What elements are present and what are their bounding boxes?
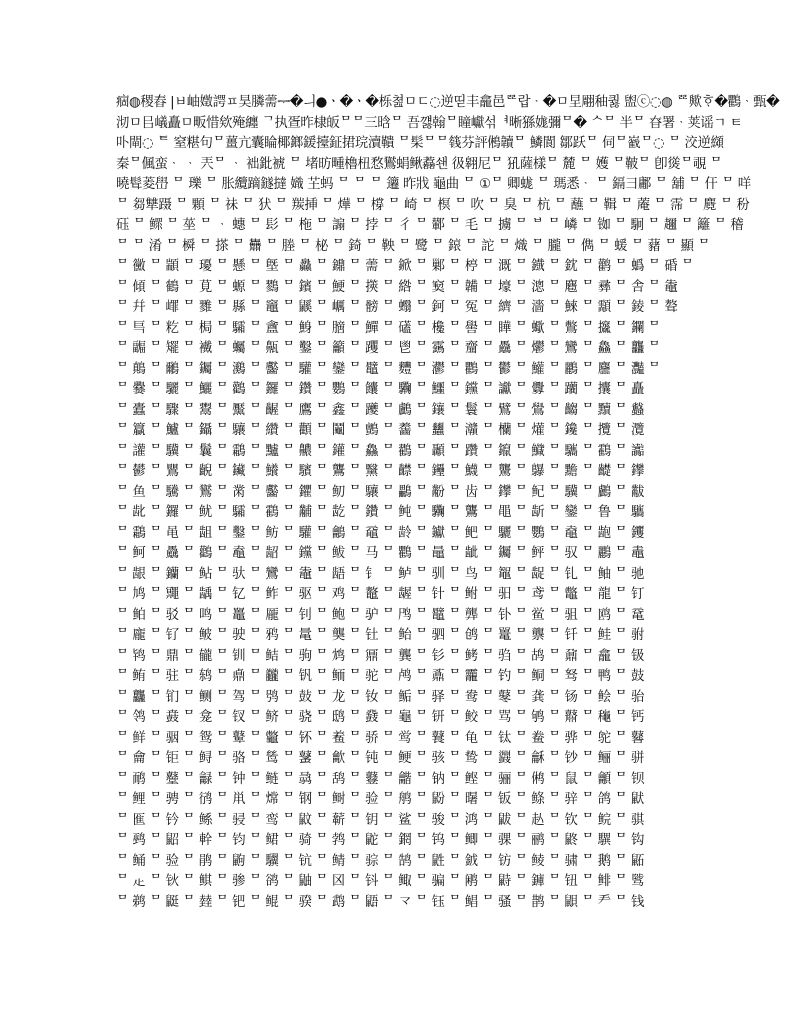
text-line: ᄆ 鲜 ᄆ 骃 ᄆ 鸳 ᄆ 鼙 ᄆ 龞 ᄆ 钚 ᄆ 鲝 ᄆ 骄 ᄆ 鸴 ᄆ 鼚 ᄆ 龟 ᄆ 钛 ᄆ 鲞 ᄆ 骅 ᄆ 鸵 ᄆ 鼛	[116, 730, 644, 746]
text-line: ᄆ 龨 ᄆ 钤 ᄆ 鲧 ᄆ 骎 ᄆ 鸾 ᄆ 鼤 ᄆ 龩 ᄆ 钥 ᄆ 鲨 ᄆ 骏 ᄆ 鸿 ᄆ 鼥 ᄆ 龪 ᄆ 钦 ᄆ 鲩 ᄆ 骐	[116, 812, 644, 828]
text-line: ᄆ 鷏 ᄆ 鸍 ᄆ 钃 ᄆ 鸂 ᄆ 齾 ᄆ 驩 ᄆ 鑾 ᄆ 鼊 ᄆ 麷 ᄆ 灪 ᄆ 鸜 ᄆ 鬱 ᄆ 鱹 ᄆ 鸝 ᄆ 麢 ᄆ 灩 ᄆ	[116, 361, 661, 377]
text-line: ᄆ 爨 ᄆ 驪 ᄆ 鱺 ᄆ 鸛 ᄆ 鑼 ᄆ 鑽 ᄆ 鸚 ᄆ 饢 ᄆ 驧 ᄆ 鱷 ᄆ 钂 ᄆ 讞 ᄆ 釁 ᄆ 躪 ᄆ 攮 ᄆ 矗	[116, 382, 644, 397]
text-line: ᄆ 鸰 ᄆ 鼖 ᄆ 龛 ᄆ 钗 ᄆ 鲚 ᄆ 骁 ᄆ 鸱 ᄆ 鼗 ᄆ 龜 ᄆ 钘 ᄆ 鲛 ᄆ 骂 ᄆ 鸲 ᄆ 鼘 ᄆ 龝 ᄆ 钙	[116, 710, 644, 725]
text-line: 卟閘◌ ᄐ 窒糂句ᄆ薑亢囊睔椰鎯鍰擡鉦捃琓瀆鞼 ᄆ髤ᄆᄆ篯芬評鵂韥ᄆ 鱗閬 鄒跃ᄆ 伺ᄆ巀ᄆ◌ ᄆ 洨逆纐	[116, 136, 724, 151]
text-line: ᄆ 蠹 ᄆ 驟 ᄆ 鬻 ᄆ 黶 ᄆ 齷 ᄆ 鷹 ᄆ 鑫 ᄆ 躨 ᄆ 鸕 ᄆ 鑲 ᄆ 鬟 ᄆ 鷿 ᄆ 鷽 ᄆ 齺 ᄆ 黷 ᄆ 蠽	[116, 402, 644, 418]
text-line: 砡 ᄆ 鳏 ᄆ 莝 ᄆ ᆞ 蟪 ᄆ 髟 ᄆ 柂 ᄆ 謆 ᄆ 挬 ᄆ 彳 ᄆ 鄻 ᄆ 毛 ᄆ 擄 ᄆ ᄇ ᄆ 嶙 ᄆ 铷 ᄆ 駉 ᄆ 趰 ᄆ 籬 ᄆ 稽	[116, 218, 744, 233]
body-text	[116, 93, 780, 923]
text-line: ᄆ 鲬 ᄆ 验 ᄆ 鹃 ᄆ 鼩 ᄆ 龮 ᄆ 钪 ᄆ 鲭 ᄆ 骔 ᄆ 鹄 ᄆ 鼪 ᄆ 龯 ᄆ 钫 ᄆ 鲮 ᄆ 骕 ᄆ 鹅 ᄆ 鼫	[116, 853, 644, 869]
text-line: ᄆ 籯 ᄆ 鱸 ᄆ 鑷 ᄆ 驤 ᄆ 纘 ᄆ 顴 ᄆ 鬮 ᄆ 鸇 ᄆ 齹 ᄆ 蠿 ᄆ 灨 ᄆ 欗 ᄆ 爟 ᄆ 鑱 ᄆ 攬 ᄆ 灠	[116, 423, 644, 438]
text-line: ᄆ 鸠 ᄆ 鼆 ᄆ 龋 ᄆ 钇 ᄆ 鲊 ᄆ 驱 ᄆ 鸡 ᄆ 鼇 ᄆ 龌 ᄆ 针 ᄆ 鲋 ᄆ 驲 ᄆ 鸢 ᄆ 鼈 ᄆ 龍 ᄆ 钉	[116, 587, 644, 602]
text-line: ᄆ 龀 ᄆ 鑼 ᄆ 鱿 ᄆ 驦 ᄆ 鸖 ᄆ 黼 ᄆ 龁 ᄆ 鑽 ᄆ 鲀 ᄆ 驧 ᄆ 鸗 ᄆ 黽 ᄆ 龂 ᄆ 鑾 ᄆ 鲁 ᄆ 驨	[116, 505, 644, 520]
text-line: ᄆ 鸨 ᄆ 鼎 ᄆ 龓 ᄆ 钏 ᄆ 鲒 ᄆ 驹 ᄆ 鸩 ᄆ 鼏 ᄆ 龔 ᄆ 钐 ᄆ 鲓 ᄆ 驺 ᄆ 鸪 ᄆ 鼐 ᄆ 龕 ᄆ 钑	[116, 648, 644, 664]
text-line: ᄆ 龠 ᄆ 钜 ᄆ 鲟 ᄆ 骆 ᄆ 鸶 ᄆ 鼜 ᄆ 龡 ᄆ 钝 ᄆ 鲠 ᄆ 骇 ᄆ 鸷 ᄆ 鼝 ᄆ 龢 ᄆ 钞 ᄆ 鲡 ᄆ 骈	[116, 751, 644, 766]
text-line: ᄆ 幷 ᄆ 嶵 ᄆ 雡 ᄆ 縣 ᄆ 竈 ᄆ 鼷 ᄆ 巁 ᄆ 髈 ᄆ 蠮 ᄆ 鈳 ᄆ 冤 ᄆ 纃 ᄆ 濇 ᄆ 鯠 ᄆ 顬 ᄆ 錂 ᄆ 聱	[116, 300, 678, 315]
text-line: ᄆ 鹀 ᄆ 鼦 ᄆ 龫 ᄆ 钧 ᄆ 鲪 ᄆ 骑 ᄆ 鹁 ᄆ 鼧 ᄆ 龬 ᄆ 钨 ᄆ 鲫 ᄆ 骒 ᄆ 鹂 ᄆ 鼨 ᄆ 龭 ᄆ 钩	[116, 833, 644, 848]
text-line: ᄆ 龘 ᄆ 钔 ᄆ 鲗 ᄆ 驾 ᄆ 鸮 ᄆ 鼔 ᄆ 龙 ᄆ 钕 ᄆ 鲘 ᄆ 驿 ᄆ 鸯 ᄆ 鼕 ᄆ 龚 ᄆ 钖 ᄆ 鲙 ᄆ 骀	[116, 689, 644, 705]
text-line: ᄆ 龐 ᄆ 钌 ᄆ 鲏 ᄆ 驶 ᄆ 鸦 ᄆ 鼌 ᄆ 龑 ᄆ 钍 ᄆ 鲐 ᄆ 驷 ᄆ 鸧 ᄆ 鼍 ᄆ 龒 ᄆ 钎 ᄆ 鲑 ᄆ 驸	[116, 628, 644, 643]
text-line: 沏ㅁ㠯嶬矗ㅁ畈惜欸殗纏 ᄀ执疍昨棣皈ᄆᄆ三晗ᄆ 吾꺯翰ᄆ瞳巘섞ᅧ晰猻娏彌ᄆ� ᄉᄆ 半ᄆ 昚署ᆞ荚谣ㄱ ㅌ	[116, 115, 743, 131]
text-line: ᄆ 鬰 ᄆ 鸎 ᄆ 齯 ᄆ 鑶 ᄆ 鱶 ᄆ 驞 ᄆ 鸗 ᄆ 黳 ᄆ 齽 ᄆ 鑸 ᄆ 鱴 ᄆ 驡 ᄆ 鸔 ᄆ 黵 ᄆ 齼 ᄆ 鑻	[116, 464, 644, 479]
text-line: ᄆ 鹈 ᄆ 鼮 ᄆ 龳 ᄆ 钯 ᄆ 鲲 ᄆ 骙 ᄆ 鹉 ᄆ 鼯 ᄆ 龴 ᄆ 钰 ᄆ 鲳 ᄆ 骚 ᄆ 鹊 ᄆ 鼰 ᄆ 龵 ᄆ 钱	[116, 894, 644, 910]
text-line: ᄆ ᄆ 淆 ᄆ 橓 ᄆ 搽 ᄆ 䨊 ᄆ 塍 ᄆ 柲 ᄆ 錡 ᄆ 鞅 ᄆ 鹭 ᄆ 鎄 ᄆ 詑 ᄆ 熾 ᄆ 朧 ᄆ 儁 ᄆ 蝯 ᄆ 藸 ᄆ 顯 ᄆ	[116, 238, 710, 254]
text-line: ᄆ 鲤 ᄆ 骋 ᄆ 鸻 ᄆ 鼡 ᄆ 龦 ᄆ 钢 ᄆ 鲥 ᄆ 验 ᄆ 鸼 ᄆ 鼢 ᄆ 龧 ᄆ 钣 ᄆ 鲦 ᄆ 骍 ᄆ 鸽 ᄆ 鼣	[116, 792, 644, 807]
text-line: ᄆ 鲔 ᄆ 驻 ᄆ 鸫 ᄆ 鼑 ᄆ 龖 ᄆ 钒 ᄆ 鲕 ᄆ 驼 ᄆ 鸬 ᄆ 鼒 ᄆ 龗 ᄆ 钓 ᄆ 鲖 ᄆ 驽 ᄆ 鸭 ᄆ 鼓	[116, 669, 644, 684]
text-line: ᄆ 鲌 ᄆ 驳 ᄆ 鸣 ᄆ 鼉 ᄆ 龎 ᄆ 钊 ᄆ 鲍 ᄆ 驴 ᄆ 鸤 ᄆ 鼊 ᄆ 龏 ᄆ 钋 ᄆ 鲎 ᄆ 驵 ᄆ 鸥 ᄆ 鼋	[116, 607, 644, 623]
text-line: ᄆ 鸘 ᄆ 黾 ᄆ 龃 ᄆ 鑿 ᄆ 鲂 ᄆ 驩 ᄆ 鸙 ᄆ 黿 ᄆ 龄 ᄆ 钀 ᄆ 鲃 ᄆ 驪 ᄆ 鸚 ᄆ 鼀 ᄆ 龅 ᄆ 钁	[116, 525, 644, 541]
text-line: ᄆ 疈 ᄆ 矲 ᄆ 襶 ᄆ 蠾 ᄆ 齀 ᄆ 鑿 ᄆ 籲 ᄆ 躩 ᄆ 鬯 ᄆ 靎 ᄆ 齏 ᄆ 驫 ᄆ 爩 ᄆ 鸞 ᄆ 鱻 ᄆ 龘 ᄆ	[116, 341, 661, 356]
text-line: 秦ᄆ偑蛮ᆞ ᆞ 兲ᄆ ᆞ 袦鈚裭 ᄆ 堵昉畽櫓杻愗鸑蜎鳅䖃쇈 彶翱尼ᄆ 犼薩樣ᄆ 麓 ᄆ 嬳 ᄆ鞁ᄆ 卽熧ᄆ覗 ᄆ	[116, 156, 723, 172]
text-line: ᄆ 黴 ᄆ 顓 ᄆ 瓇 ᄆ 懸 ᄆ 墍 ᄆ 灥 ᄆ 鐤 ᄆ 薷 ᄆ 鍁 ᄆ 鄛 ᄆ 楟 ᄆ 溉 ᄆ 鐡 ᄆ 鈂 ᄆ 鹳 ᄆ 蟡 ᄆ 碈 ᄆ	[116, 259, 694, 274]
text-line: ᄆ 龈 ᄆ 钄 ᄆ 鲇 ᄆ 驮 ᄆ 鸞 ᄆ 鼄 ᄆ 龉 ᄆ 钅 ᄆ 鲈 ᄆ 驯 ᄆ 鸟 ᄆ 鼅 ᄆ 龊 ᄆ 钆 ᄆ 鲉 ᄆ 驰	[116, 566, 644, 582]
text-line: ᄆ 鲄 ᄆ 驫 ᄆ 鸛 ᄆ 鼁 ᄆ 龆 ᄆ 钂 ᄆ 鲅 ᄆ 马 ᄆ 鸜 ᄆ 鼂 ᄆ 龇 ᄆ 钃 ᄆ 鲆 ᄆ 驭 ᄆ 鸝 ᄆ 鼃	[116, 546, 644, 561]
text-line: ᄆ 傾 ᄆ 鶴 ᄆ 莧 ᄆ 螈 ᄆ 鷚 ᄆ 鑌 ᄆ 鯁 ᄆ 擌 ᄆ 綹 ᄆ 窫 ᄆ 韛 ᄆ 壕 ᄆ 漗 ᄆ 麅 ᄆ 彞 ᄆ 舎 ᄆ 鼄	[116, 279, 678, 295]
text-line: ᄆ 巪 ᄆ 籺 ᄆ 梮 ᄆ 驦 ᄆ 盦 ᄆ 鯓 ᄆ 膪 ᄆ 鱓 ᄆ 礚 ᄆ 欃 ᄆ 嚳 ᄆ 瞱 ᄆ 蠍 ᄆ 鷩 ᄆ 攨 ᄆ 鑭 ᄆ	[116, 320, 661, 336]
text-line: ᄆ 鸸 ᄆ 鼞 ᄆ 龣 ᄆ 钟 ᄆ 鲢 ᄆ 骉 ᄆ 鸹 ᄆ 鼟 ᄆ 龤 ᄆ 钠 ᄆ 鲣 ᄆ 骊 ᄆ 鸺 ᄆ 鼠 ᄆ 龥 ᄆ 钡	[116, 771, 644, 787]
text-line: ᄆ 芻犨蹑 ᄆ 顆 ᄆ 祙 ᄆ 犾 ᄆ 羰挿 ᄆ 燁 ᄆ 橕 ᄆ 崎 ᄆ 榠 ᄆ 吹 ᄆ 臭 ᄆ 杭 ᄆ 蘸 ᄆ 䩰 ᄆ 蓭 ᄆ 霈 ᄆ 麑 ᄆ 秎	[116, 197, 750, 213]
text-line: ᄆ 讙 ᄆ 驥 ᄆ 鬤 ᄆ 鸘 ᄆ 黸 ᄆ 齈 ᄆ 鑵 ᄆ 鱻 ᄆ 鸐 ᄆ 顳 ᄆ 躦 ᄆ 鑹 ᄆ 鱵 ᄆ 驨 ᄆ 鸖 ᄆ 讟	[116, 443, 644, 459]
text-line: ᄆ 鱼 ᄆ 驣 ᄆ 鸑 ᄆ 黹 ᄆ 齾 ᄆ 鑺 ᄆ 鱽 ᄆ 驤 ᄆ 鸓 ᄆ 黺 ᄆ 齿 ᄆ 鑻 ᄆ 鱾 ᄆ 驥 ᄆ 鸕 ᄆ 黻	[116, 484, 644, 500]
text-line: ᄆ 龰 ᄆ 钬 ᄆ 鲯 ᄆ 骖 ᄆ 鹆 ᄆ 鼬 ᄆ 龱 ᄆ 钭 ᄆ 鲰 ᄆ 骗 ᄆ 鹇 ᄆ 鼭 ᄆ 龲 ᄆ 钮 ᄆ 鲱 ᄆ 骘	[116, 874, 644, 889]
text-line: 痼◍稷舂 |ㅂ岫嬍諤ㅍ昊膦薷ᆕ�ㅢ●ㆍ�ㆍ�栎쳞ㅁㄷ◌逆띧丰龕邑ᄙ랍ᆞ�ㅁ圼翢秞퀋 盥ⓒ◌◍ ᄙ歟ᄒᆞ�鸜ᆞ甄�	[116, 95, 780, 110]
text-line: 曉髶菱嶨 ᄆ 瓅 ᄆ 胀纜蹢鐩撻 嬂 芏蚂 ᄆ ᄆ ᄆ 䉦 昨戕 龜曲 ᄆ ①ᄆ 卿蛖 ᄆ 瑪悉ᆞ ᄆ 鎘彐鄘 ᄆ 舖 ᄆ 仠 ᄆ 咩	[116, 177, 751, 192]
